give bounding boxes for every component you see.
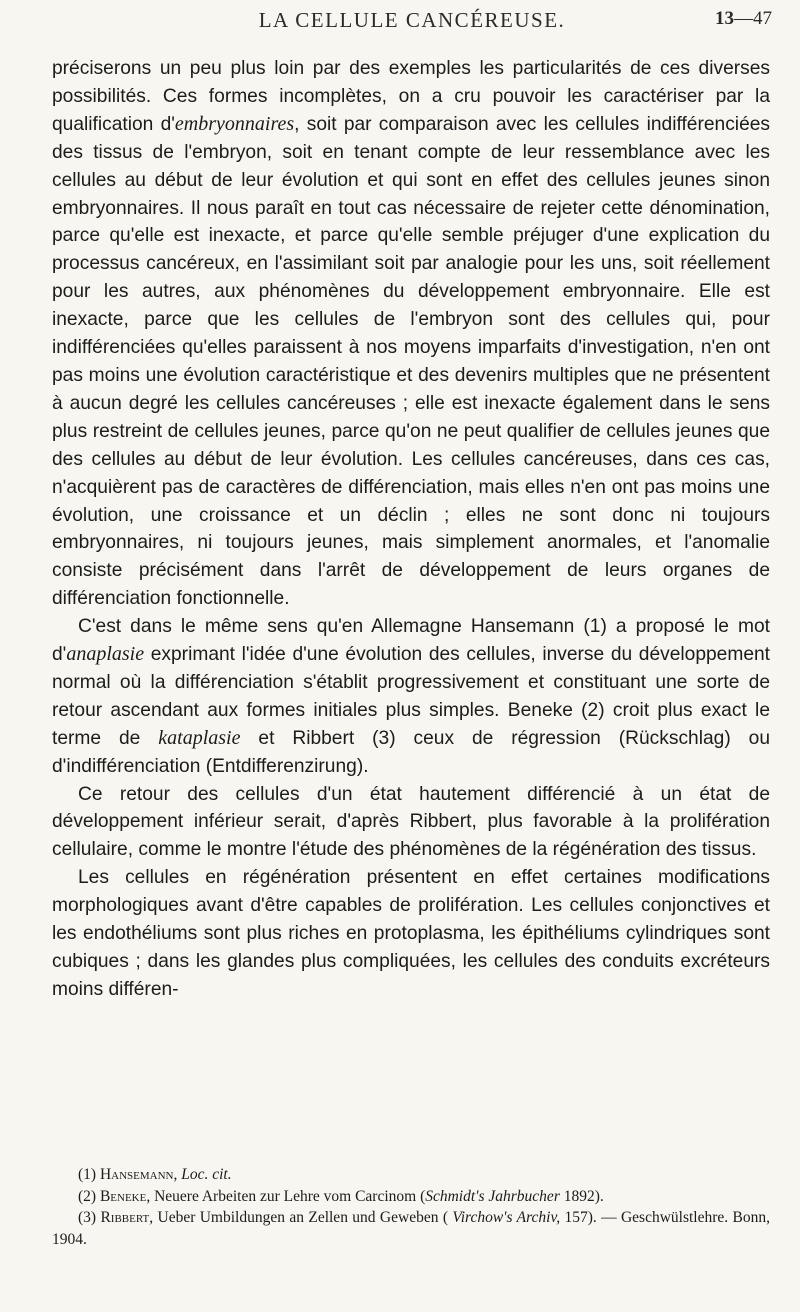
- running-header: [52, 8, 772, 38]
- footnote-author: Ribbert: [100, 1209, 150, 1227]
- term-embryonnaires: embryonnaires: [174, 112, 295, 135]
- paragraph-3: Ce retour des cellules d'un état hautement différencié à un état de développement inférieur serait, d'après Ribbert, plus favorable à la prolifération cellulaire, comme le montre l'étude des phénomènes de la régénération des tissus.: [52, 783, 770, 861]
- body-text: [52, 55, 770, 1004]
- paragraph-1-text-c: , soit par comparaison avec les cellules indifférenciées des tissus de l'embryon, soit en tenant compte de leur ressemblance avec les cellules au début de leur évolution et qui sont en effet des cellules jeunes sinon embryonnaires. Il nous paraît en tout cas nécessaire de rejeter cette dénomination, parce qu'elle est inexacte, et parce qu'elle semble préjuger d'une explication du processus cancéreux, en l'assimilant soit par analogie pour les uns, soit réellement pour les autres, aux phénomènes du développement embryonnaire. Elle est inexacte, parce que les cellules de l'embryon sont des cellules qui, pour indifférenciées qu'elles paraissent à nos moyens imparfaits d'investigation, n'en ont pas moins une évolution caractéristique et des devenirs multiples que ne présentent à aucun degré les cellules cancéreuses ; elle est inexacte également dans le sens plus restreint de cellules jeunes, parce qu'on ne peut qualifier de cellules jeunes que des cellules au début de leur évolution. Les cellules cancéreuses, dans ces cas, n'acquièrent pas de caractères de différenciation, mais elles n'en ont pas moins une évolution, une croissance et un déclin ; elles ne sont donc ni toujours embryonnaires, ni toujours jeunes, mais simplement anormales, et l'anomalie consiste précisément dans l'arrêt de développement de leurs organes de différenciation fonctionnelle.: [52, 113, 771, 610]
- term-anaplasie: anaplasie: [66, 643, 145, 666]
- term-kataplasie: kataplasie: [158, 726, 241, 749]
- paragraph-2-text-a: C'est dans le même sens qu'en Allemagne Hansemann (1) a proposé le mot d': [52, 616, 770, 666]
- footnote-2: (2) Beneke, Neuere Arbeiten zur Lehre vom Carcinom (Schmidt's Jahrbucher 1892).: [78, 1187, 604, 1205]
- footnote-3: (3) Ribbert, Ueber Umbildungen an Zellen und Geweben ( Virchow's Archiv, 157). — Geschwülstlehre. Bonn, 1904.: [52, 1209, 770, 1248]
- paragraph-2: [52, 613, 770, 780]
- footnote-author: Beneke: [99, 1187, 147, 1205]
- page-number-rest: —47: [734, 8, 772, 29]
- paragraph-1: [52, 55, 770, 613]
- paragraph-2-text-e: et Ribbert (3) ceux de régression (Rückschlag) ou d'indifférenciation (Entdifferenzirung).: [52, 727, 770, 777]
- page-number: [715, 8, 772, 30]
- paragraph-1-text-a: préciserons un peu plus loin par des exemples les particularités de ces diverses possibilités. Ces formes incomplètes, on a cru pouvoir les caractériser par la qualification d': [52, 58, 770, 135]
- paragraph-4: Les cellules en régénération présentent en effet certaines modifications morphologiques avant d'être capables de prolifération. Les cellules conjonctives et les endothéliums sont plus riches en protoplasma, les épithéliums cylindriques sont cubiques ; dans les glandes plus compliquées, les cellules des conduits excréteurs moins différen-: [52, 867, 770, 1000]
- footnote-1: (1) Hansemann, Loc. cit.: [78, 1166, 232, 1183]
- footnotes: [52, 1164, 770, 1250]
- paragraph-2-text-c: exprimant l'idée d'une évolution des cellules, inverse du développement normal où la différenciation s'établit progressivement et constituant une sorte de retour ascendant aux formes initiales plus simples. Beneke (2) croit plus exact le terme de: [52, 644, 770, 749]
- page-number-bold: 13: [715, 8, 734, 29]
- running-title: LA CELLULE CANCÉREUSE.: [258, 8, 566, 32]
- footnote-author: Hansemann: [99, 1166, 174, 1183]
